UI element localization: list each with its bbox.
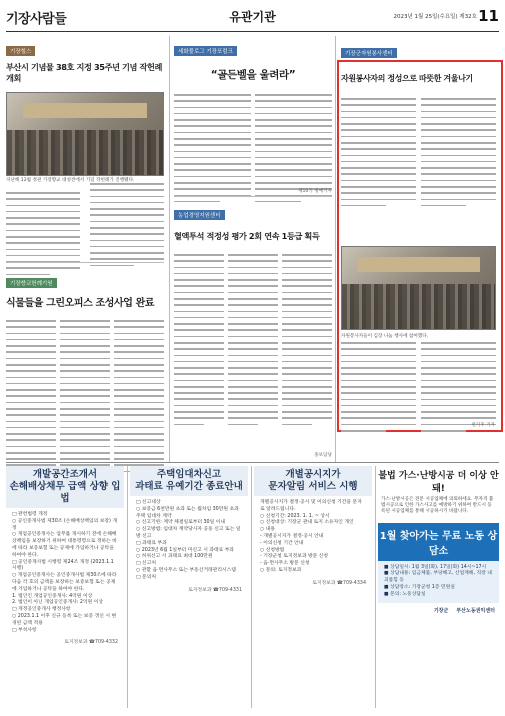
list-item: - 이의신청 기간 안내 (260, 540, 304, 546)
notice-subtitle: 문자알림 서비스 시행 (268, 481, 358, 492)
ad-logos (378, 603, 499, 618)
masthead (6, 6, 499, 32)
article-tag: 기장군자원봉사센터 (341, 48, 397, 58)
article-headline: 식물들을 그린오피스 조성사업 완료 (6, 298, 155, 309)
list-item: ■ 문의: 노동상담실 (384, 591, 426, 597)
list-item: ○ 개업공인중개사는 업무를 개시하기 전에 손해배상책임을 보장하기 위하여 대통령령으로 정하는 바에 따라 보증보험 또는 공제에 가입하거나 공탁을 하여야 한다. (12, 532, 117, 558)
sponsor-logo: 부산노동권익센터 (456, 607, 495, 614)
list-item: ○ 문의: 토지정보과 (260, 567, 302, 573)
notice-contact: 토지정보과 ☎709-4332 (64, 640, 118, 646)
article-photo (341, 246, 496, 330)
article-headline: 자원봉사자의 정성으로 따뜻한 겨울나기 (341, 74, 473, 83)
notice-list (6, 508, 124, 638)
list-item: ○ 관할 읍·면사무소 또는 부동산거래관리시스템 (136, 567, 236, 573)
ad-box (378, 466, 499, 708)
list-item: ○ 개업공인중개사는 공인중개사법 제30조에 따라 다음 각 호의 금액을 보장하는 보증보험 또는 공제에 가입하거나 공탁을 하여야 한다. (12, 573, 117, 592)
list-item: ○ 공인중개사법 제30조 (손해배상책임의 보장) 개정 (12, 518, 118, 531)
article-photo (6, 92, 164, 176)
list-item: ○ 2023.1.1 이후 신규 등록 또는 보증 갱신 시 변경된 금액 적용 (12, 613, 117, 626)
article-tag: 기장향교헌례기원 (6, 278, 57, 288)
ad-list (378, 561, 499, 603)
notice-title: 주택임대차신고 (156, 469, 222, 480)
notice-contact: 토지정보과 ☎709-4331 (188, 587, 242, 593)
notice-title: 개발공간조개서 (32, 469, 98, 480)
article-headline: 혈액투석 적정성 평가 2회 연속 1등급 획득 (174, 231, 320, 241)
article-tag: 농업경영지원센터 (174, 210, 225, 220)
list-item: □ 공인중개사법 시행령 제24조 개정 (2023.1.1 시행) (12, 559, 114, 572)
photo-caption: 자원봉사자들이 김장 나눔 행사에 참여했다. (341, 334, 429, 339)
list-item: - 기장군청 토지정보과 방문 신청 (260, 554, 329, 560)
ad-body: 가스·난방시공은 전문 시공업체에 의뢰하세요. 무자격 불법시공으로 인한 가스사고를 예방하기 위하여 반드시 등록된 시공업체를 통해 시공하시기 바랍니다. (381, 497, 494, 515)
section-title: 유관기관 (229, 10, 276, 24)
issue-date: 2023년 1월 25일(수요일) 제32호 (393, 14, 477, 20)
article-author: 제10기 명예기자 (298, 189, 332, 194)
list-item: ■ 상담일시: 1월 3일(화), 17일(화) 14시~17시 (384, 564, 487, 570)
article-author: 편지후 기자 (471, 423, 495, 428)
article-tag: 기장힐스 (6, 46, 35, 56)
ad-title: 불법 가스·난방시공 더 이상 안돼! (378, 471, 499, 494)
list-item: □ 관련법령 개정 (12, 512, 48, 517)
article-2 (174, 38, 332, 194)
list-item: □ 개정공인중개사 행정사항 (12, 607, 71, 613)
article-body-col2 (90, 183, 164, 271)
list-item: □ 신고대상 (136, 500, 161, 505)
list-item: □ 과태료 부과 (136, 540, 167, 546)
list-item: ■ 상담장소: 기장군청 1층 민원실 (384, 585, 455, 590)
notice-list (130, 496, 248, 586)
photo-caption: 지난해 12월 정관 기장향교 대성전에서 기념 작헌례가 진행됐다. (6, 178, 135, 183)
list-item: ○ 신고기한: 계약 체결일로부터 30일 이내 (136, 520, 226, 526)
notice-box-3 (254, 466, 372, 708)
notice-title: 개별공시지가 (285, 469, 341, 480)
list-item: 1. 법인인 개업공인중개사: 4억원 이상 (12, 593, 93, 599)
ad-midline: 1월 찾아가는 무료 노동 상담소 (378, 523, 499, 561)
sponsor-logo: 기장군 (433, 607, 449, 614)
list-item: ○ 2023년 6월 1일부터 미신고 시 과태료 부과 (136, 547, 235, 553)
list-item: - 개별공시지가 결정·공시 안내 (260, 533, 324, 539)
notice-subtitle: 과태료 유예기간 종료안내 (135, 481, 243, 492)
list-item: □ 문의처 (136, 574, 156, 580)
list-item: 개별공시지가 결정·공시 및 이의신청 기간을 문자로 알려드립니다. (260, 500, 362, 512)
notice-list (254, 496, 372, 579)
list-item: ○ 신청대상: 기장군 관내 토지 소유자인 개인 (260, 520, 354, 526)
list-item: ■ 상담내용: 임금체불, 부당해고, 산업재해, 직장 내 괴롭힘 등 (384, 571, 492, 584)
article-headline: 부산시 기념물 38호 지정 35주년 기념 작헌례 개회 (6, 62, 163, 83)
notice-subtitle: 손해배상채무 급액 상향 입법 (9, 481, 121, 504)
notice-box-1 (6, 466, 124, 708)
list-item: □ 부칙사항 (12, 627, 37, 633)
page-number: 11 (478, 7, 499, 25)
article-tag: 세화풀로그 기장포럼크 (174, 46, 237, 56)
article-4 (6, 270, 164, 320)
list-item: □ 신고처 (136, 561, 156, 567)
list-item: ○ 보증금 6천만원 초과 또는 월차임 30만원 초과 주택 임대차 계약 (136, 506, 239, 519)
article-author: 홍보담당 (314, 453, 332, 458)
list-item: ○ 허위신고 시 과태료 최대 100만원 (136, 554, 213, 560)
list-item: ○ 신청방법 (260, 547, 285, 553)
newspaper-logo: 기장사람들 (6, 12, 67, 27)
article-headline: “골든벨을 울려라” (210, 69, 296, 81)
list-item: - 읍·면사무소 방문 신청 (260, 561, 310, 567)
article-5 (174, 202, 332, 458)
article-3 (341, 40, 499, 428)
notice-box-2 (130, 466, 248, 708)
list-item: ○ 신고방법: 임대차 계약당사자 공동 신고 또는 일방 신고 (136, 527, 241, 539)
list-item: 2. 법인이 아닌 개업공인중개사: 2억원 이상 (12, 600, 104, 606)
notice-contact: 토지정보과 ☎709-4334 (312, 580, 366, 586)
list-item: ○ 내용 (260, 527, 275, 533)
list-item: ○ 신청기간: 2023. 1. 1. ~ 상시 (260, 513, 330, 519)
